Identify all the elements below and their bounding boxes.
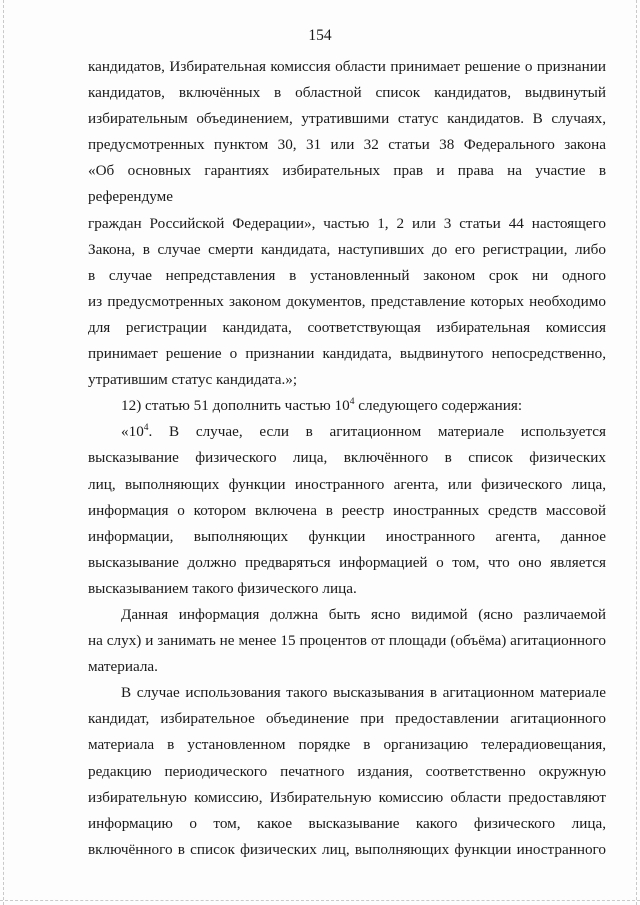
text-line: лиц, выполняющих функции иностранного агента, или физического лица, xyxy=(88,475,606,493)
item-12-text: 12) статью 51 дополнить частью 10 xyxy=(121,397,350,415)
text-line: включённого в список физических лиц, выполняющих функции иностранного xyxy=(88,840,606,858)
page-number: 154 xyxy=(308,27,332,44)
text-line: высказыванием такого физического лица. xyxy=(88,579,357,597)
part-number: «10 xyxy=(121,423,144,441)
text-line: принимает решение о признании кандидата, выдвинутого непосредственно, xyxy=(88,345,606,363)
superscript: 4 xyxy=(143,423,149,434)
text-line: информацию о том, какое высказывание какого физического лица, xyxy=(88,814,606,832)
paragraph-information-visibility xyxy=(88,602,606,680)
text-line: информация о котором включена в реестр иностранных средств массовой xyxy=(88,501,606,519)
text-line: Закона, в случае смерти кандидата, наступивших до его регистрации, либо xyxy=(88,240,606,258)
text-line: в случае непредставления в установленный законом срок ни одного xyxy=(88,266,606,284)
text-line: высказывание должно предваряться информацией о том, что оно является xyxy=(88,553,606,571)
text-line: предусмотренных пунктом 30, 31 или 32 статьи 38 Федерального закона xyxy=(88,136,606,154)
paragraph-item-12 xyxy=(88,393,606,419)
page-edge-right xyxy=(636,0,637,905)
superscript: 4 xyxy=(349,397,355,408)
text-line: В случае использования такого высказывания в агитационном материале xyxy=(121,684,606,702)
text-line: кандидатов, включённых в областной список кандидатов, выдвинутый xyxy=(88,84,606,102)
text-line: Данная информация должна быть ясно видимой (ясно различаемой xyxy=(121,605,606,623)
page-edge-bottom xyxy=(0,900,640,901)
text-line: утратившим статус кандидата.»; xyxy=(88,371,298,389)
text-line: на слух) и занимать не менее 15 процентов от площади (объёма) агитационного xyxy=(88,632,606,650)
text-line: информации, выполняющих функции иностранного агента, данное xyxy=(88,527,606,545)
text-line: граждан Российской Федерации», частью 1, 2 или 3 статьи 44 настоящего xyxy=(88,214,606,232)
item-12-text-end: следующего содержания: xyxy=(354,397,523,415)
text-line xyxy=(88,419,606,445)
text-line: материала в установленном порядке в организацию телерадиовещания, xyxy=(88,736,606,754)
text-line: «Об основных гарантиях избирательных прав и права на участие в референдуме xyxy=(88,162,606,206)
text-line: материала. xyxy=(88,658,158,676)
paragraph-continuation xyxy=(88,54,606,393)
paragraph-part-10-4 xyxy=(88,419,606,602)
document-body xyxy=(88,54,606,863)
text-line: кандидатов, Избирательная комиссия области принимает решение о признании xyxy=(88,58,606,75)
text-line: избирательным объединением, утратившими статус кандидатов. В случаях, xyxy=(88,110,606,128)
text-line: избирательную комиссию, Избирательную комиссию области предоставляют xyxy=(88,788,606,806)
text-line: для регистрации кандидата, соответствующая избирательная комиссия xyxy=(88,318,606,336)
page-edge-left xyxy=(3,0,4,905)
text-line: редакцию периодического печатного издания, соответственно окружную xyxy=(88,762,606,780)
text-line: из предусмотренных законом документов, представление которых необходимо xyxy=(88,292,606,310)
text-line: кандидат, избирательное объединение при предоставлении агитационного xyxy=(88,710,606,728)
paragraph-usage-case xyxy=(88,680,606,863)
text-line: высказывание физического лица, включённого в список физических xyxy=(88,449,606,467)
part-text: . В случае, если в агитационном материале используется xyxy=(148,423,606,441)
